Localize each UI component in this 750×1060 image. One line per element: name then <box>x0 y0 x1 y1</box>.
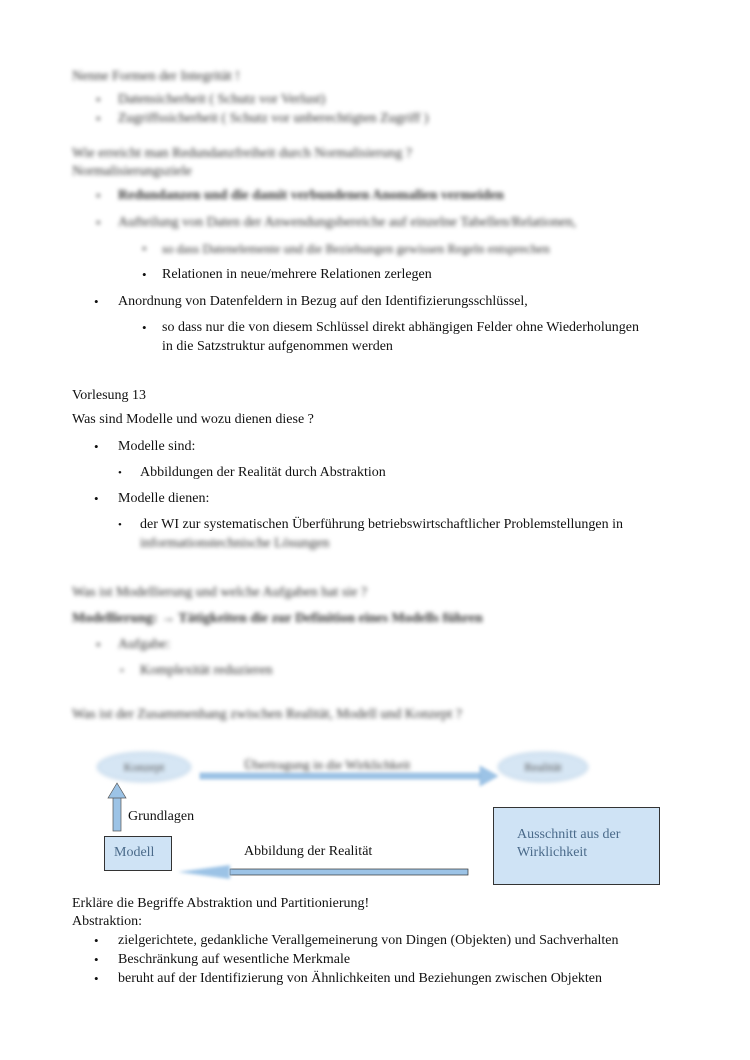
question-modellierung: Was ist Modellierung und welche Aufgaben hat sie ? <box>72 585 368 600</box>
question-normalisierung: Wie erreicht man Redundanzfreiheit durch Normalisierung ? <box>72 146 412 161</box>
question-abstraktion: Erkläre die Begriffe Abstraktion und Partitionierung! <box>72 896 370 911</box>
bullet-icon: • <box>96 637 101 652</box>
bullet-icon: • <box>94 439 99 454</box>
question-integrity: Nenne Formen der Integrität ! <box>72 69 240 84</box>
list-subitem-cont: informationstechnische Lösungen <box>140 536 330 551</box>
bullet-icon: • <box>142 267 147 282</box>
bullet-icon: • <box>96 92 101 107</box>
list-item: zielgerichtete, gedankliche Verallgemeinerung von Dingen (Objekten) und Sachverhalten <box>118 933 619 948</box>
question-modelle: Was sind Modelle und wozu dienen diese ? <box>72 412 314 427</box>
lecture-heading: Vorlesung 13 <box>72 388 147 403</box>
bullet-icon: • <box>96 215 101 230</box>
abbildung-arrow <box>178 865 468 879</box>
list-item: Redundanzen und die damit verbundenen Anomalien vermeiden <box>118 188 504 203</box>
bullet-icon: • <box>94 933 99 948</box>
ausschnitt-label-line1: Ausschnitt aus der <box>517 827 621 842</box>
list-item: Anordnung von Datenfeldern in Bezug auf den Identifizierungsschlüssel, <box>118 294 528 309</box>
ausschnitt-label-line2: Wirklichkeit <box>517 845 588 860</box>
modell-box <box>104 836 172 871</box>
list-item: Datensicherheit ( Schutz vor Verlust) <box>118 92 326 107</box>
bullet-icon: • <box>142 320 147 335</box>
list-subitem: Relationen in neue/mehrere Relationen zerlegen <box>162 267 432 282</box>
list-subitem: so dass Datenelemente und die Beziehungen gewissen Regeln entsprechen <box>162 241 550 256</box>
bullet-icon: • <box>94 952 99 967</box>
konzept-label: Konzept <box>123 759 165 774</box>
bullet-icon: • <box>96 188 101 203</box>
subtitle-abstraktion: Abstraktion: <box>72 914 142 929</box>
bullet-icon: • <box>142 241 147 256</box>
bullet-icon: • <box>118 467 122 479</box>
abbildung-label: Abbildung der Realität <box>244 844 373 859</box>
list-subitem: Komplexität reduzieren <box>140 663 273 678</box>
list-item: Beschränkung auf wesentliche Merkmale <box>118 952 351 967</box>
modell-label: Modell <box>114 845 155 860</box>
list-subitem-cont: in die Satzstruktur aufgenommen werden <box>162 339 393 354</box>
subtitle-normalisierungsziele: Normalisierungsziele <box>72 164 192 179</box>
question-zusammenhang: Was ist der Zusammenhang zwischen Realität, Modell und Konzept ? <box>72 707 462 722</box>
list-subitem: Abbildungen der Realität durch Abstraktion <box>140 465 386 480</box>
bullet-icon: • <box>94 971 99 986</box>
list-item: beruht auf der Identifizierung von Ähnlichkeiten und Beziehungen zwischen Objekten <box>118 971 603 986</box>
ausschnitt-box <box>493 807 660 885</box>
list-item: Aufgabe: <box>118 637 171 652</box>
list-item: Zugriffssicherheit ( Schutz vor unberechtigten Zugriff ) <box>118 111 429 126</box>
definition-modellierung: Modellierung: → Tätigkeiten die zur Definition eines Modells führen <box>72 611 483 626</box>
realitaet-label: Realität <box>524 759 562 774</box>
list-item: Modelle dienen: <box>118 491 210 506</box>
bullet-icon: • <box>120 665 124 677</box>
list-subitem: so dass nur die von diesem Schlüssel direkt abhängigen Felder ohne Wiederholungen <box>162 320 640 335</box>
uebertragung-label: Übertragung in die Wirklichkeit <box>244 757 411 772</box>
bullet-icon: • <box>94 491 99 506</box>
bullet-icon: • <box>94 294 99 309</box>
bullet-icon: • <box>118 519 122 531</box>
list-item: Modelle sind: <box>118 439 196 454</box>
bullet-icon: • <box>96 111 101 126</box>
grundlagen-label: Grundlagen <box>128 809 195 824</box>
list-item: Aufteilung von Daten der Anwendungsbereiche auf einzelne Tabellen/Relationen, <box>118 215 577 230</box>
list-subitem: der WI zur systematischen Überführung betriebswirtschaftlicher Problemstellungen in <box>140 517 623 532</box>
grundlagen-arrow <box>108 783 126 831</box>
